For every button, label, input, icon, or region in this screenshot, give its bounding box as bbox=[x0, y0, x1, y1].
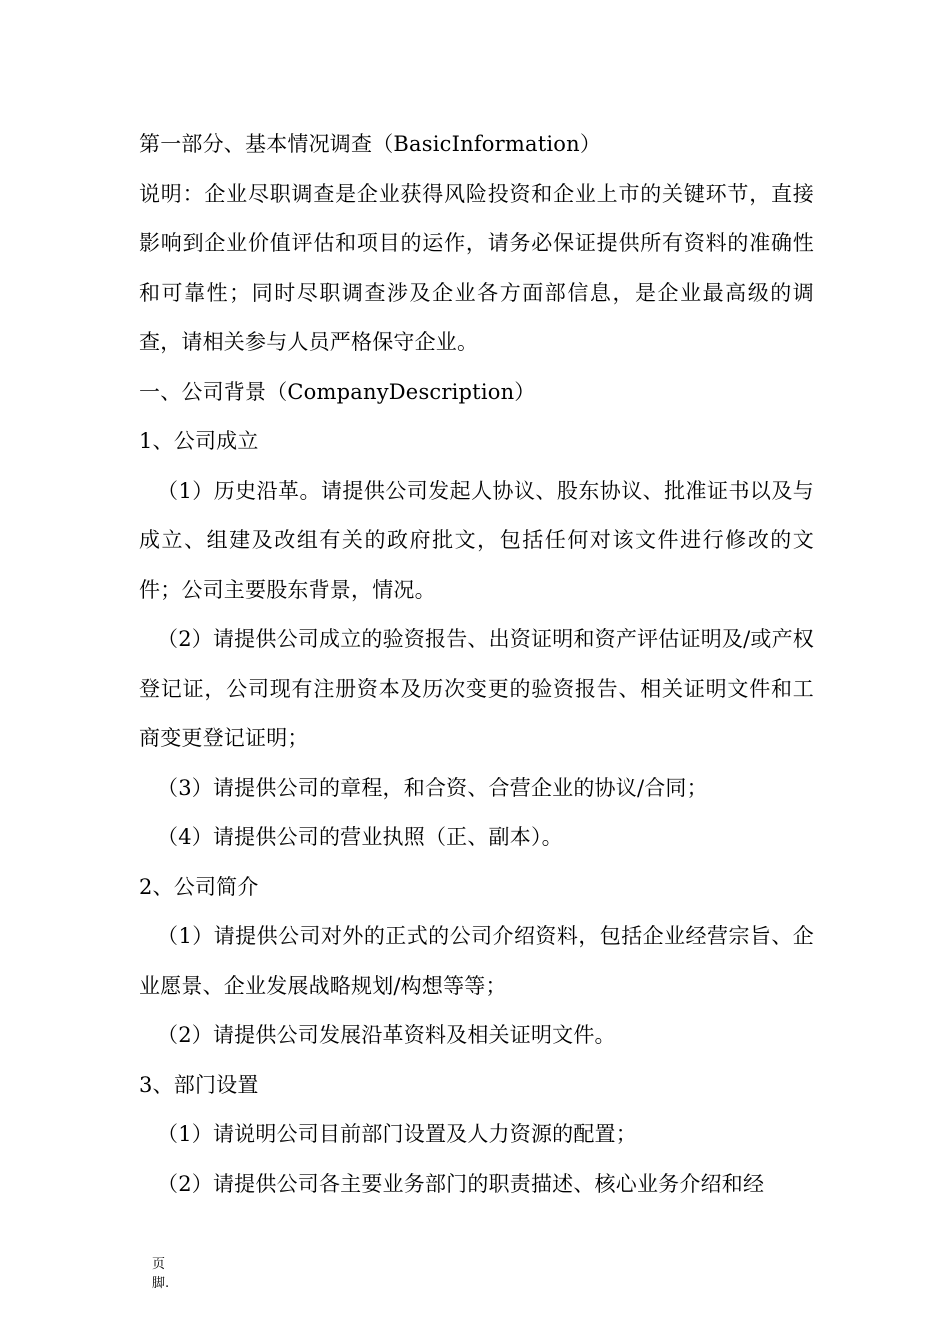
list-item: （2）请提供公司各主要业务部门的职责描述、核心业务介绍和经 bbox=[157, 1171, 765, 1196]
list-item: （2）请提供公司成立的验资报告、出资证明和资产评估证明及/或产权登记证，公司现有注册资本及历次变更的验资报告、相关证明文件和工商变更登记证明； bbox=[139, 627, 814, 750]
chapter-heading: 一、公司背景（CompanyDescription） bbox=[139, 379, 536, 404]
section-heading: 第一部分、基本情况调查（BasicInformation） bbox=[139, 132, 602, 156]
intro-paragraph: 说明：企业尽职调查是企业获得风险投资和企业上市的关键环节，直接影响到企业价值评估和项目的运作，请务必保证提供所有资料的准确性和可靠性；同时尽职调查涉及企业各方面部信息，是企业最高级的调查，请相关参与人员严格保守企业。 bbox=[139, 181, 814, 354]
footer-line: 页 bbox=[152, 1257, 166, 1272]
list-item: （2）请提供公司发展沿革资料及相关证明文件。 bbox=[157, 1023, 616, 1047]
document-body bbox=[139, 120, 814, 1209]
list-item: （1）请提供公司对外的正式的公司介绍资料，包括企业经营宗旨、企业愿景、企业发展战略规划/构想等等； bbox=[139, 924, 814, 998]
list-item: （1）请说明公司目前部门设置及人力资源的配置； bbox=[157, 1122, 637, 1146]
subsection-heading: 2、公司简介 bbox=[139, 874, 259, 899]
subsection-heading: 3、部门设置 bbox=[139, 1072, 259, 1097]
footer-line: 脚. bbox=[152, 1276, 170, 1291]
list-item: （4）请提供公司的营业执照（正、副本）。 bbox=[157, 825, 563, 849]
subsection-heading: 1、公司成立 bbox=[139, 429, 259, 453]
page-footer bbox=[152, 1255, 182, 1293]
list-item: （1）历史沿革。请提供公司发起人协议、股东协议、批准证书以及与成立、组建及改组有关的政府批文，包括任何对该文件进行修改的文件；公司主要股东背景，情况。 bbox=[139, 478, 814, 602]
list-item: （3）请提供公司的章程，和合资、合营企业的协议/合同； bbox=[157, 775, 708, 800]
